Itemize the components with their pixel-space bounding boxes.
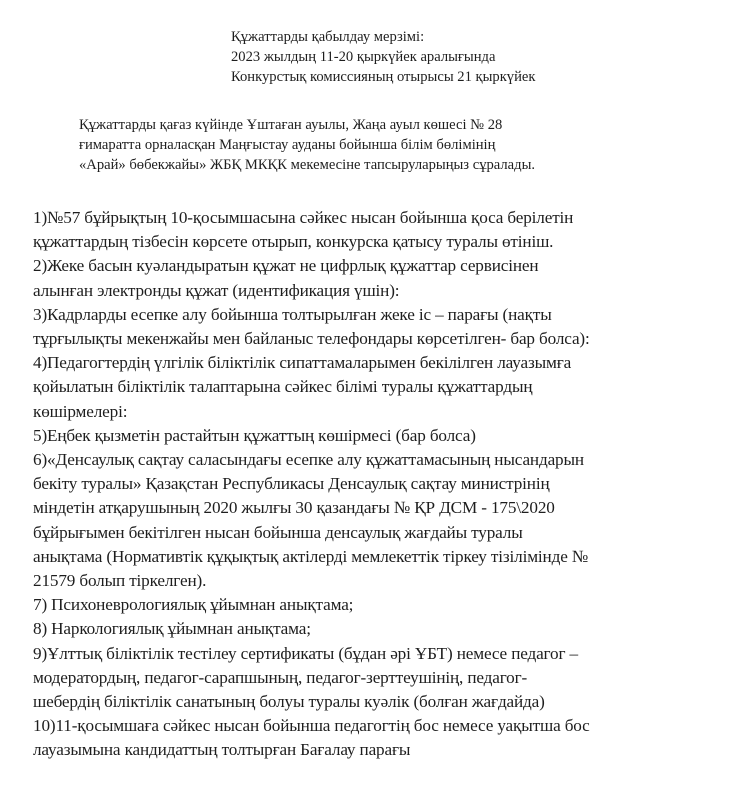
list-line: құжаттардың тізбесін көрсете отырып, конкурска қатысу туралы өтініш. [33,232,554,252]
list-line: бұйрығымен бекітілген нысан бойынша денсаулық жағдайы туралы [33,522,523,542]
list-line: 6)«Денсаулық сақтау саласындағы есепке алу құжаттамасының нысандарын [33,450,584,470]
list-line: шебердің біліктілік санатының болуы туралы куәлік (болған жағдайда) [33,692,545,712]
list-line: көшірмелері: [33,401,128,421]
list-line: қойылатын біліктілік талаптарына сәйкес білімі туралы құжаттардың [33,377,533,397]
list-line: 10)11-қосымшаға сәйкес нысан бойынша педагогтің бос немесе уақытша бос [33,716,590,736]
list-line: 9)Ұлттық біліктілік тестілеу сертификаты (бұдан әрі ҰБТ) немесе педагог – [33,643,578,663]
list-line: бекіту туралы» Қазақстан Республикасы Денсаулық сақтау министрінің [33,474,550,494]
list-line: міндетін атқарушының 2020 жылғы 30 қазандағы № ҚР ДСМ - 175\2020 [33,498,555,518]
header-line: Конкурстық комиссияның отырысы 21 қыркүйек [231,69,536,85]
list-line: 2)Жеке басын куәландыратын құжат не цифрлық құжаттар сервисінен [33,256,539,276]
header-line: 2023 жылдың 11-20 қыркүйек аралығында [231,49,496,65]
list-line: тұрғылықты мекенжайы мен байланыс телефондары көрсетілген- бар болса): [33,329,590,349]
list-line: 7) Психоневрологиялық ұйымнан анықтама; [33,595,354,615]
notice-line: Құжаттарды қағаз күйінде Ұштаған ауылы, Жаңа ауыл көшесі № 28 [79,117,503,133]
required-documents-list [33,206,590,763]
submission-notice [79,115,535,175]
notice-line: «Арай» бөбекжайы» ЖБҚ МКҚК мекемесіне тапсыруларыңыз сұралады. [79,157,536,173]
list-line: 8) Наркологиялық ұйымнан анықтама; [33,619,311,639]
list-line: 1)№57 бұйрықтың 10-қосымшасына сәйкес нысан бойынша қоса берілетін [33,208,574,227]
notice-line: ғимаратта орналасқан Маңғыстау ауданы бойынша білім бөлімінің [79,137,496,153]
list-line: лауазымына кандидаттың толтырған Бағалау парағы [33,740,411,760]
list-line: 3)Кадрларды есепке алу бойынша толтырылған жеке іс – парағы (нақты [33,304,552,324]
list-line: 4)Педагогтердің үлгілік біліктілік сипаттамаларымен бекілілген лауазымға [33,353,572,373]
list-line: 21579 болып тіркелген). [33,571,207,591]
list-line: модератордың, педагог-сарапшының, педагог-зерттеушінің, педагог- [33,667,528,687]
deadline-header [231,27,535,87]
list-line: 5)Еңбек қызметін растайтын құжаттың көшірмесі (бар болса) [33,425,476,445]
list-line: алынған электронды құжат (идентификация үшін): [33,280,400,300]
header-line: Құжаттарды қабылдау мерзімі: [231,29,425,45]
list-line: анықтама (Нормативтік құқықтық актілерді мемлекеттік тіркеу тізілімінде № [33,546,589,566]
